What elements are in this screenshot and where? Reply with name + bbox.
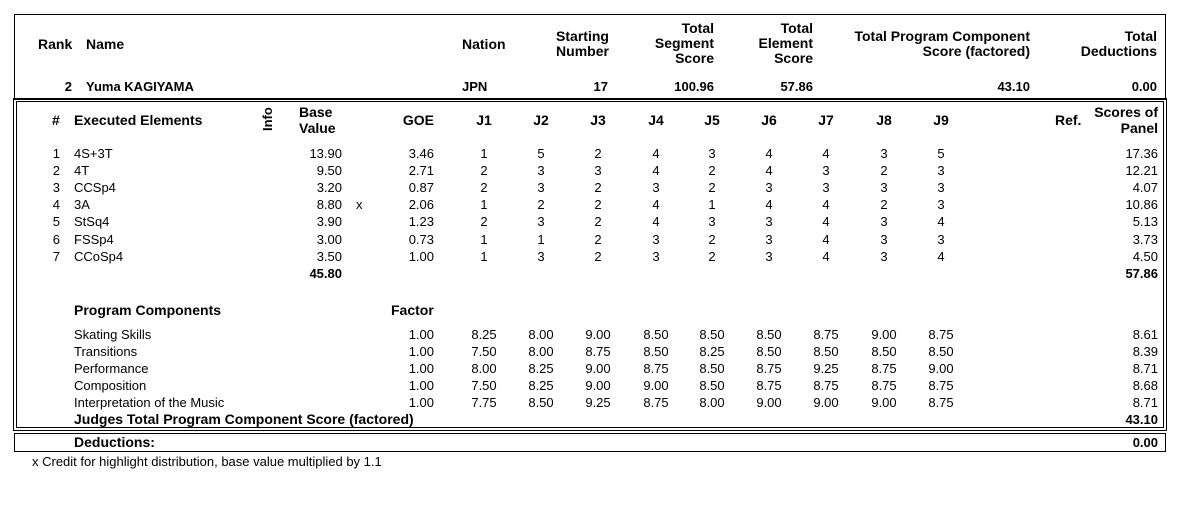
starting-number-label-2: Number (556, 43, 609, 59)
component-judge-score: 8.50 (756, 344, 782, 359)
component-judge-score: 8.75 (585, 344, 611, 359)
name-label: Name (86, 36, 125, 52)
component-panel-score: 8.71 (1132, 395, 1158, 410)
skater-total-element-score: 57.86 (780, 79, 813, 94)
component-judge-score: 9.00 (585, 378, 611, 393)
component-judge-score: 8.50 (699, 378, 725, 393)
element-goe: 2.06 (408, 197, 434, 212)
element-judge-score: 3 (765, 232, 773, 247)
element-judge-score: 3 (937, 180, 945, 195)
tss-label-1: Total (681, 20, 714, 36)
element-judge-score: 2 (594, 232, 602, 247)
element-judge-score: 3 (880, 249, 888, 264)
element-judge-score: 2 (708, 249, 716, 264)
skater-total-segment-score: 100.96 (674, 79, 714, 94)
component-judge-score: 8.50 (928, 344, 954, 359)
component-name: Skating Skills (74, 327, 152, 342)
element-num: 1 (52, 146, 60, 161)
footnote: x Credit for highlight distribution, base value multiplied by 1.1 (32, 454, 382, 469)
element-panel-score: 17.36 (1125, 146, 1158, 161)
base-value-label-1: Base (299, 104, 333, 120)
judge-header-4: J4 (648, 112, 664, 128)
tss-label-3: Score (675, 50, 714, 66)
component-judge-score: 8.25 (528, 361, 554, 376)
component-judge-score: 8.50 (699, 361, 725, 376)
component-judge-score: 8.75 (871, 378, 897, 393)
component-judge-score: 9.00 (756, 395, 782, 410)
component-judge-score: 8.75 (928, 327, 954, 342)
element-num: 6 (52, 232, 60, 247)
component-judge-score: 8.50 (756, 327, 782, 342)
element-judge-score: 2 (480, 214, 488, 229)
element-judge-score: 1 (480, 249, 488, 264)
component-judge-score: 9.00 (643, 378, 669, 393)
base-value-label-2: Value (299, 120, 336, 136)
pcs-label-1: Total Program Component (854, 28, 1030, 44)
judge-header-2: J2 (533, 112, 549, 128)
nation-label: Nation (462, 36, 506, 52)
element-judge-score: 4 (822, 249, 830, 264)
scores-of-panel-label-2: Panel (1120, 120, 1158, 136)
component-judge-score: 8.25 (699, 344, 725, 359)
element-judge-score: 2 (708, 180, 716, 195)
element-goe: 2.71 (408, 163, 434, 178)
element-judge-score: 5 (537, 146, 545, 161)
component-panel-score: 8.68 (1132, 378, 1158, 393)
element-name: StSq4 (74, 214, 110, 229)
element-panel-score: 12.21 (1125, 163, 1158, 178)
component-judge-score: 8.75 (928, 395, 954, 410)
element-goe: 1.23 (408, 214, 434, 229)
skater-total-pcs: 43.10 (997, 79, 1030, 94)
element-judge-score: 3 (937, 197, 945, 212)
skater-rank: 2 (64, 79, 72, 94)
element-judge-score: 1 (537, 232, 545, 247)
judges-total-pcs-value: 43.10 (1125, 412, 1158, 427)
component-judge-score: 9.25 (585, 395, 611, 410)
element-base-value: 3.00 (316, 232, 342, 247)
component-judge-score: 8.25 (471, 327, 497, 342)
element-panel-score: 4.50 (1132, 249, 1158, 264)
element-num: 2 (52, 163, 60, 178)
element-judge-score: 4 (822, 146, 830, 161)
element-panel-score: 5.13 (1132, 214, 1158, 229)
elements-score-total: 57.86 (1125, 266, 1158, 281)
component-judge-score: 8.75 (813, 327, 839, 342)
rank-label: Rank (38, 36, 73, 52)
element-panel-score: 3.73 (1132, 232, 1158, 247)
element-judge-score: 3 (937, 163, 945, 178)
component-judge-score: 8.50 (871, 344, 897, 359)
element-judge-score: 3 (880, 180, 888, 195)
element-name: FSSp4 (74, 232, 114, 247)
element-judge-score: 2 (594, 197, 602, 212)
starting-number-label-1: Starting (556, 28, 609, 44)
element-judge-score: 1 (480, 146, 488, 161)
component-judge-score: 8.75 (643, 361, 669, 376)
ref-label: Ref. (1055, 112, 1082, 128)
element-name: CCoSp4 (74, 249, 124, 264)
element-judge-score: 3 (822, 180, 830, 195)
element-judge-score: 3 (765, 214, 773, 229)
elements-num-label: # (52, 112, 60, 128)
component-factor: 1.00 (408, 327, 434, 342)
component-judge-score: 8.00 (528, 327, 554, 342)
element-judge-score: 2 (594, 249, 602, 264)
component-name: Performance (74, 361, 149, 376)
goe-label: GOE (402, 112, 434, 128)
component-panel-score: 8.39 (1132, 344, 1158, 359)
element-judge-score: 3 (537, 249, 545, 264)
element-judge-score: 4 (652, 163, 660, 178)
component-factor: 1.00 (408, 344, 434, 359)
element-judge-score: 2 (480, 163, 488, 178)
judge-header-9: J9 (933, 112, 949, 128)
component-name: Transitions (74, 344, 138, 359)
component-name: Interpretation of the Music (74, 395, 225, 410)
element-judge-score: 4 (765, 163, 773, 178)
element-judge-score: 4 (652, 197, 660, 212)
ded-label-1: Total (1124, 28, 1157, 44)
component-judge-score: 8.75 (813, 378, 839, 393)
element-judge-score: 4 (765, 146, 773, 161)
program-components-label: Program Components (74, 302, 222, 318)
element-judge-score: 2 (880, 197, 888, 212)
skater-nation: JPN (462, 79, 488, 94)
element-goe: 0.87 (408, 180, 434, 195)
tes-label-3: Score (774, 50, 813, 66)
element-judge-score: 3 (537, 214, 545, 229)
component-judge-score: 7.50 (471, 344, 497, 359)
element-judge-score: 3 (652, 249, 660, 264)
component-judge-score: 8.00 (471, 361, 497, 376)
judge-header-1: J1 (476, 112, 492, 128)
component-panel-score: 8.71 (1132, 361, 1158, 376)
element-judge-score: 4 (822, 232, 830, 247)
element-judge-score: 3 (652, 180, 660, 195)
element-judge-score: 2 (708, 232, 716, 247)
element-base-value: 9.50 (316, 163, 342, 178)
element-base-value: 3.90 (316, 214, 342, 229)
skater-total-deductions: 0.00 (1131, 79, 1157, 94)
component-judge-score: 8.50 (643, 344, 669, 359)
element-judge-score: 3 (537, 163, 545, 178)
judge-header-3: J3 (590, 112, 606, 128)
deductions-box (14, 433, 1166, 452)
element-judge-score: 4 (822, 197, 830, 212)
element-name: 4T (74, 163, 90, 178)
scores-of-panel-label-1: Scores of (1094, 104, 1158, 120)
element-judge-score: 4 (652, 146, 660, 161)
component-judge-score: 8.75 (756, 378, 782, 393)
element-judge-score: 1 (480, 232, 488, 247)
skater-starting-number: 17 (593, 79, 608, 94)
element-base-value: 8.80 (316, 197, 342, 212)
component-judge-score: 8.25 (528, 378, 554, 393)
factor-label: Factor (391, 302, 434, 318)
element-judge-score: 2 (537, 197, 545, 212)
component-judge-score: 9.00 (813, 395, 839, 410)
component-factor: 1.00 (408, 378, 434, 393)
element-judge-score: 3 (880, 232, 888, 247)
element-judge-score: 2 (708, 163, 716, 178)
executed-elements-label: Executed Elements (74, 112, 203, 128)
element-judge-score: 4 (765, 197, 773, 212)
element-judge-score: 3 (880, 146, 888, 161)
judges-total-pcs-label: Judges Total Program Component Score (factored) (74, 411, 414, 427)
component-judge-score: 8.50 (643, 327, 669, 342)
element-base-value: 3.50 (316, 249, 342, 264)
tss-label-2: Segment (654, 35, 714, 51)
element-name: 3A (74, 197, 90, 212)
judge-header-8: J8 (876, 112, 892, 128)
component-judge-score: 7.75 (471, 395, 497, 410)
component-judge-score: 8.00 (699, 395, 725, 410)
element-name: CCSp4 (74, 180, 116, 195)
element-judge-score: 4 (822, 214, 830, 229)
element-base-value: 13.90 (309, 146, 342, 161)
deductions-value: 0.00 (1132, 435, 1158, 450)
element-base-value: 3.20 (316, 180, 342, 195)
element-judge-score: 3 (765, 180, 773, 195)
element-judge-score: 3 (822, 163, 830, 178)
component-factor: 1.00 (408, 361, 434, 376)
element-num: 3 (52, 180, 60, 195)
component-factor: 1.00 (408, 395, 434, 410)
element-info: x (356, 197, 363, 212)
element-judge-score: 3 (708, 146, 716, 161)
judge-header-5: J5 (704, 112, 720, 128)
component-judge-score: 9.00 (871, 327, 897, 342)
pcs-label-2: Score (factored) (922, 43, 1030, 59)
tes-label-1: Total (780, 20, 813, 36)
element-judge-score: 1 (480, 197, 488, 212)
element-num: 5 (52, 214, 60, 229)
component-judge-score: 8.50 (699, 327, 725, 342)
element-judge-score: 3 (594, 163, 602, 178)
element-name: 4S+3T (74, 146, 113, 161)
component-judge-score: 8.50 (528, 395, 554, 410)
component-judge-score: 7.50 (471, 378, 497, 393)
component-judge-score: 9.00 (585, 361, 611, 376)
element-judge-score: 5 (937, 146, 945, 161)
element-judge-score: 2 (480, 180, 488, 195)
component-panel-score: 8.61 (1132, 327, 1158, 342)
info-label: Info (260, 107, 275, 131)
elements-base-total: 45.80 (309, 266, 342, 281)
element-judge-score: 4 (652, 214, 660, 229)
element-judge-score: 1 (708, 197, 716, 212)
tes-label-2: Element (758, 35, 813, 51)
component-judge-score: 8.75 (756, 361, 782, 376)
element-goe: 0.73 (408, 232, 434, 247)
element-panel-score: 10.86 (1125, 197, 1158, 212)
component-judge-score: 8.75 (871, 361, 897, 376)
element-judge-score: 3 (537, 180, 545, 195)
component-judge-score: 9.00 (928, 361, 954, 376)
deductions-label: Deductions: (74, 434, 155, 450)
component-judge-score: 8.00 (528, 344, 554, 359)
component-judge-score: 8.75 (643, 395, 669, 410)
element-judge-score: 3 (937, 232, 945, 247)
component-judge-score: 8.75 (928, 378, 954, 393)
element-goe: 1.00 (408, 249, 434, 264)
component-judge-score: 9.00 (585, 327, 611, 342)
element-panel-score: 4.07 (1132, 180, 1158, 195)
element-judge-score: 3 (765, 249, 773, 264)
element-judge-score: 2 (594, 146, 602, 161)
element-judge-score: 3 (652, 232, 660, 247)
element-num: 4 (52, 197, 60, 212)
element-judge-score: 4 (937, 214, 945, 229)
ded-label-2: Deductions (1080, 43, 1157, 59)
element-judge-score: 2 (594, 214, 602, 229)
component-judge-score: 9.25 (813, 361, 839, 376)
element-num: 7 (52, 249, 60, 264)
element-judge-score: 3 (708, 214, 716, 229)
judge-header-6: J6 (761, 112, 777, 128)
component-name: Composition (74, 378, 147, 393)
component-judge-score: 9.00 (871, 395, 897, 410)
skater-name: Yuma KAGIYAMA (86, 79, 194, 94)
component-judge-score: 8.50 (813, 344, 839, 359)
element-judge-score: 2 (880, 163, 888, 178)
element-judge-score: 3 (880, 214, 888, 229)
element-judge-score: 4 (937, 249, 945, 264)
judge-header-7: J7 (818, 112, 834, 128)
element-judge-score: 2 (594, 180, 602, 195)
element-goe: 3.46 (408, 146, 434, 161)
